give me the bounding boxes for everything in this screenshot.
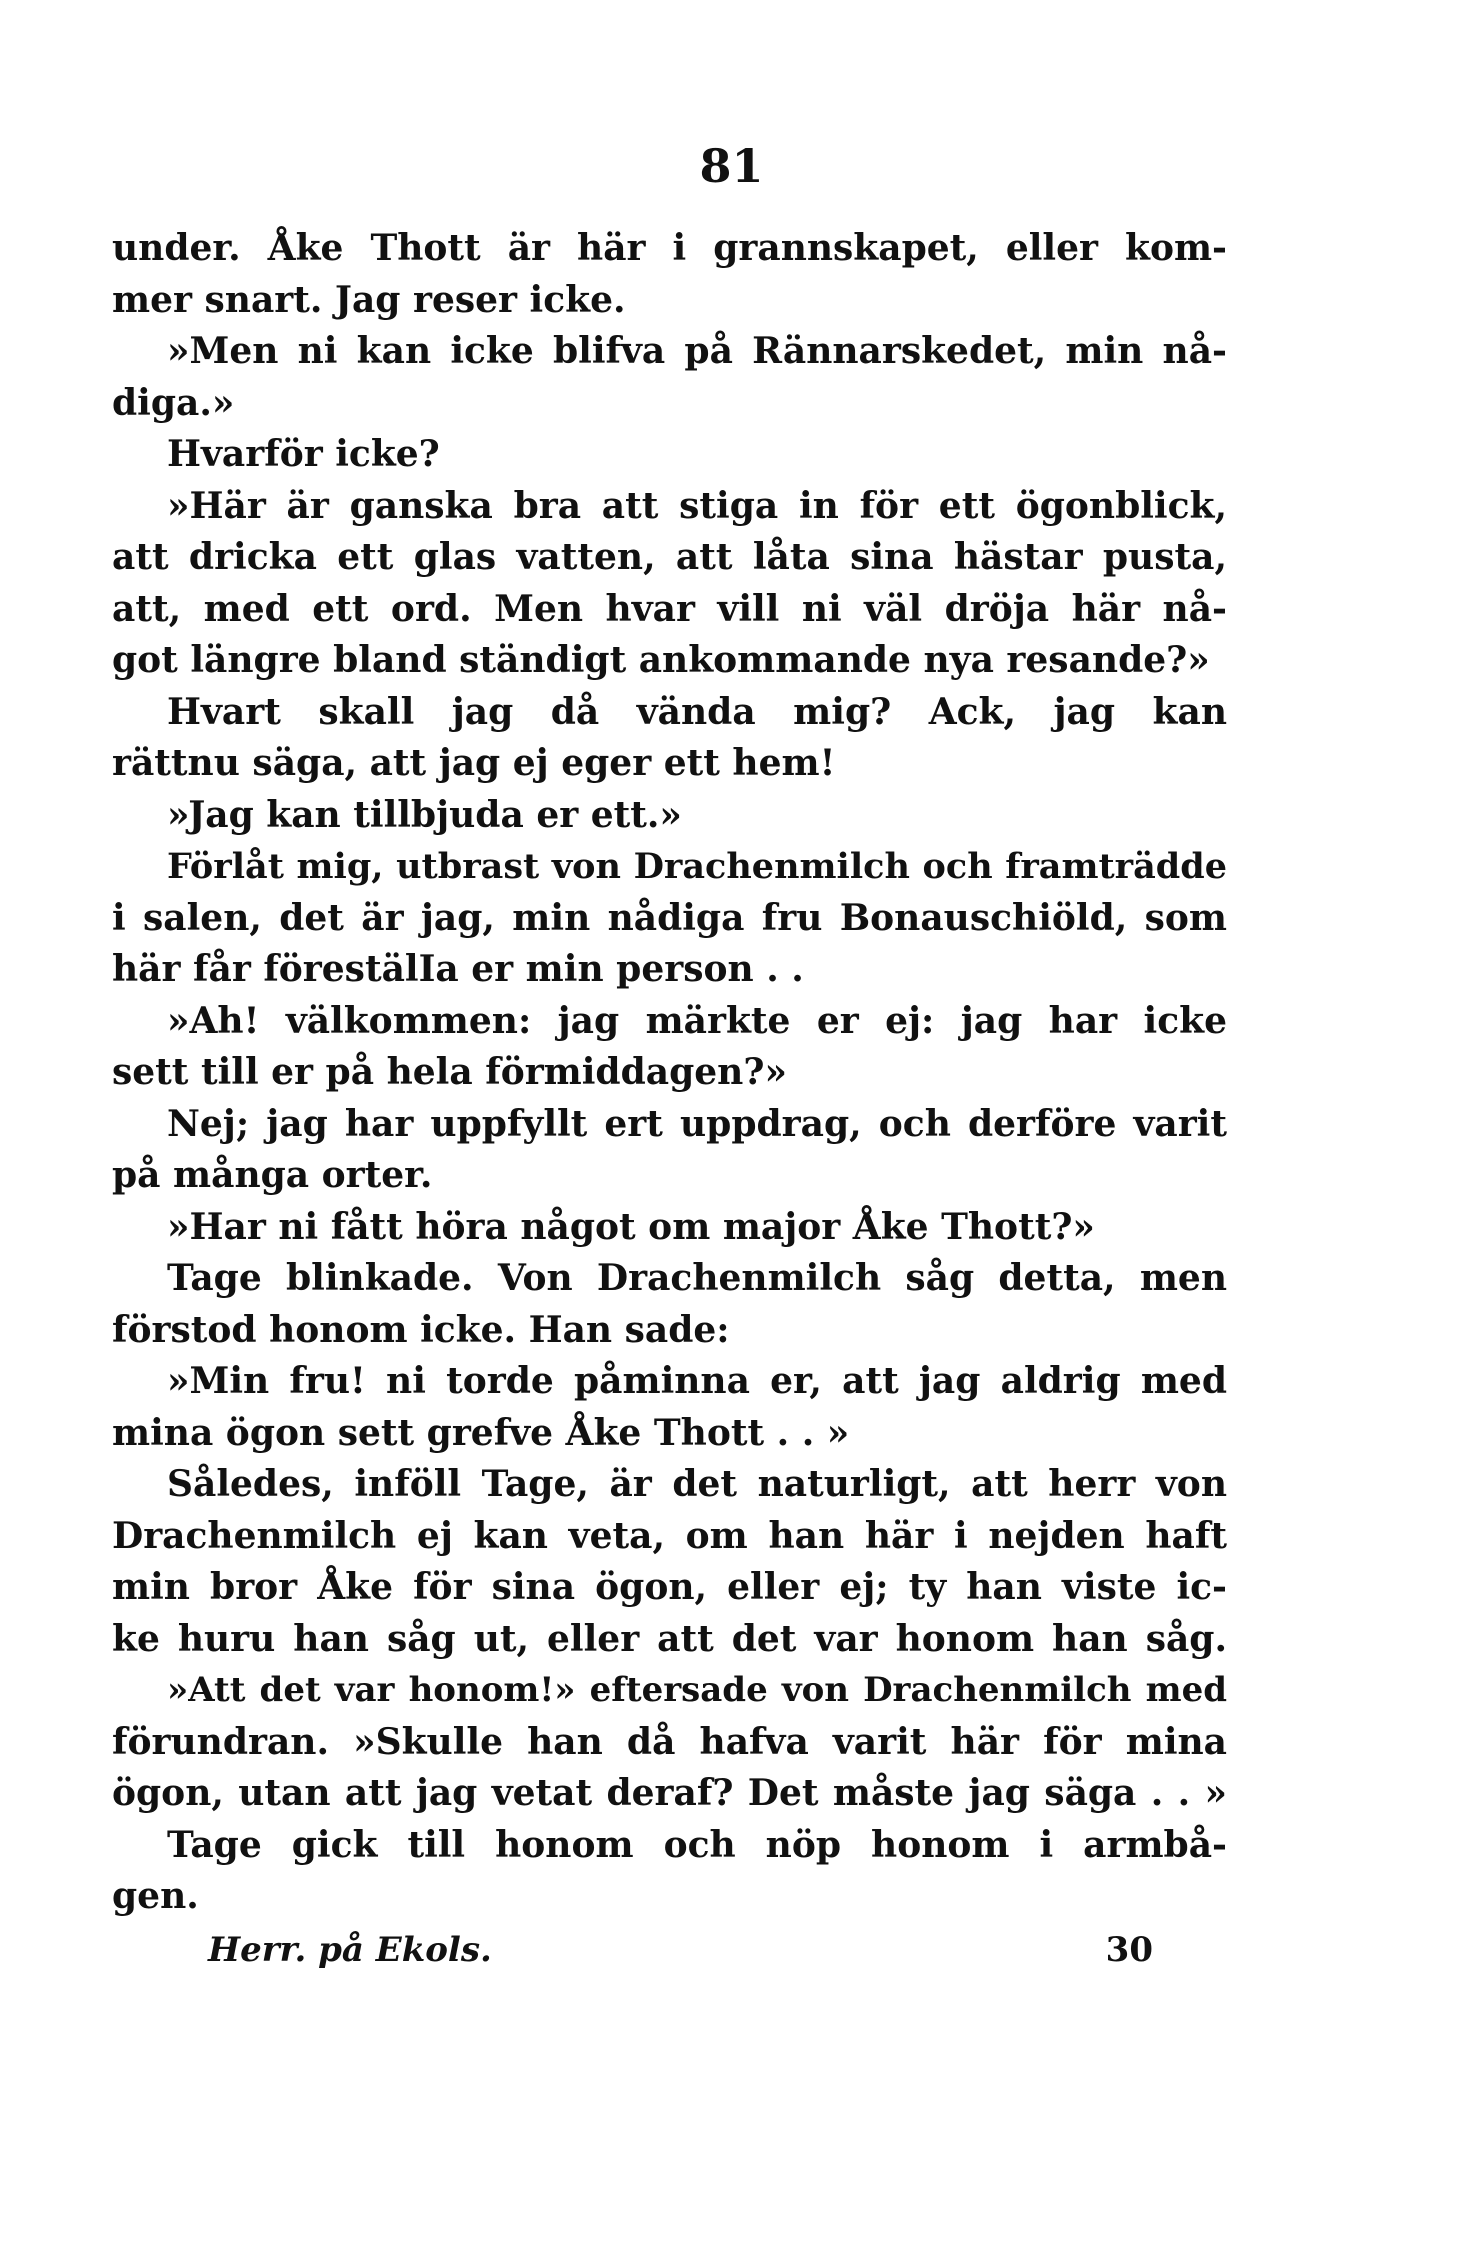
text-line: ke huru han såg ut, eller att det var honom han såg.: [112, 1617, 1227, 1660]
text-line: »Att det var honom!» eftersade von Drachenmilch med: [167, 1670, 1227, 1710]
text-line: »Har ni fått höra något om major Åke Thott?»: [167, 1205, 1095, 1248]
text-line: att dricka ett glas vatten, att låta sina hästar pusta,: [112, 536, 1227, 578]
text-line: ögon, utan att jag vetat deraf? Det måste jag säga . . »: [112, 1772, 1227, 1814]
text-line: »Jag kan tillbjuda er ett.»: [167, 793, 682, 836]
text-line: got längre bland ständigt ankommande nya resande?»: [112, 639, 1210, 681]
text-line: Hvart skall jag då vända mig? Ack, jag kan: [167, 690, 1227, 733]
text-line: förstod honom icke. Han sade:: [112, 1308, 730, 1351]
page-number: 81: [699, 139, 764, 193]
text-line: Tage blinkade. Von Drachenmilch såg detta, men: [167, 1257, 1227, 1299]
text-line: att, med ett ord. Men hvar vill ni väl dröja här nå-: [112, 587, 1227, 630]
text-line: i salen, det är jag, min nådiga fru Bonauschiöld, som: [112, 896, 1227, 939]
text-line: mina ögon sett grefve Åke Thott . . »: [112, 1411, 850, 1454]
text-line: Nej; jag har uppfyllt ert uppdrag, och derföre varit: [167, 1102, 1227, 1145]
text-line: under. Åke Thott är här i grannskapet, eller kom-: [112, 227, 1227, 269]
page-footer: [208, 1920, 1153, 1980]
text-line: Förlåt mig, utbrast von Drachenmilch och framträdde: [167, 846, 1227, 887]
text-line: »Men ni kan icke blifva på Rännarskedet, min nå-: [167, 330, 1227, 372]
signature-mark: Herr. på Ekols.: [208, 1930, 492, 1970]
text-line: mer snart. Jag reser icke.: [112, 278, 626, 321]
text-line: sett till er på hela förmiddagen?»: [112, 1051, 787, 1093]
text-line: Drachenmilch ej kan veta, om han här i nejden haft: [112, 1514, 1227, 1557]
text-line: rättnu säga, att jag ej eger ett hem!: [112, 742, 836, 784]
text-line: gen.: [112, 1875, 199, 1917]
text-line: Hvarför icke?: [167, 433, 440, 475]
text-line: min bror Åke för sina ögon, eller ej; ty han viste ic-: [112, 1566, 1227, 1608]
sheet-number: 30: [1105, 1930, 1153, 1970]
text-line: »Här är ganska bra att stiga in för ett ögonblick,: [167, 484, 1227, 527]
text-line: på många orter.: [112, 1154, 433, 1196]
text-line: diga.»: [112, 381, 235, 424]
text-line: Tage gick till honom och nöp honom i armbå-: [167, 1823, 1227, 1866]
text-line: förundran. »Skulle han då hafva varit här för mina: [112, 1720, 1227, 1763]
body-text: [112, 223, 1227, 1923]
text-line: här får förestälIa er min person . .: [112, 948, 804, 990]
text-line: »Min fru! ni torde påminna er, att jag aldrig med: [167, 1360, 1227, 1402]
text-line: Således, inföll Tage, är det naturligt, att herr von: [167, 1463, 1227, 1505]
text-line: »Ah! välkommen: jag märkte er ej: jag har icke: [167, 999, 1227, 1042]
